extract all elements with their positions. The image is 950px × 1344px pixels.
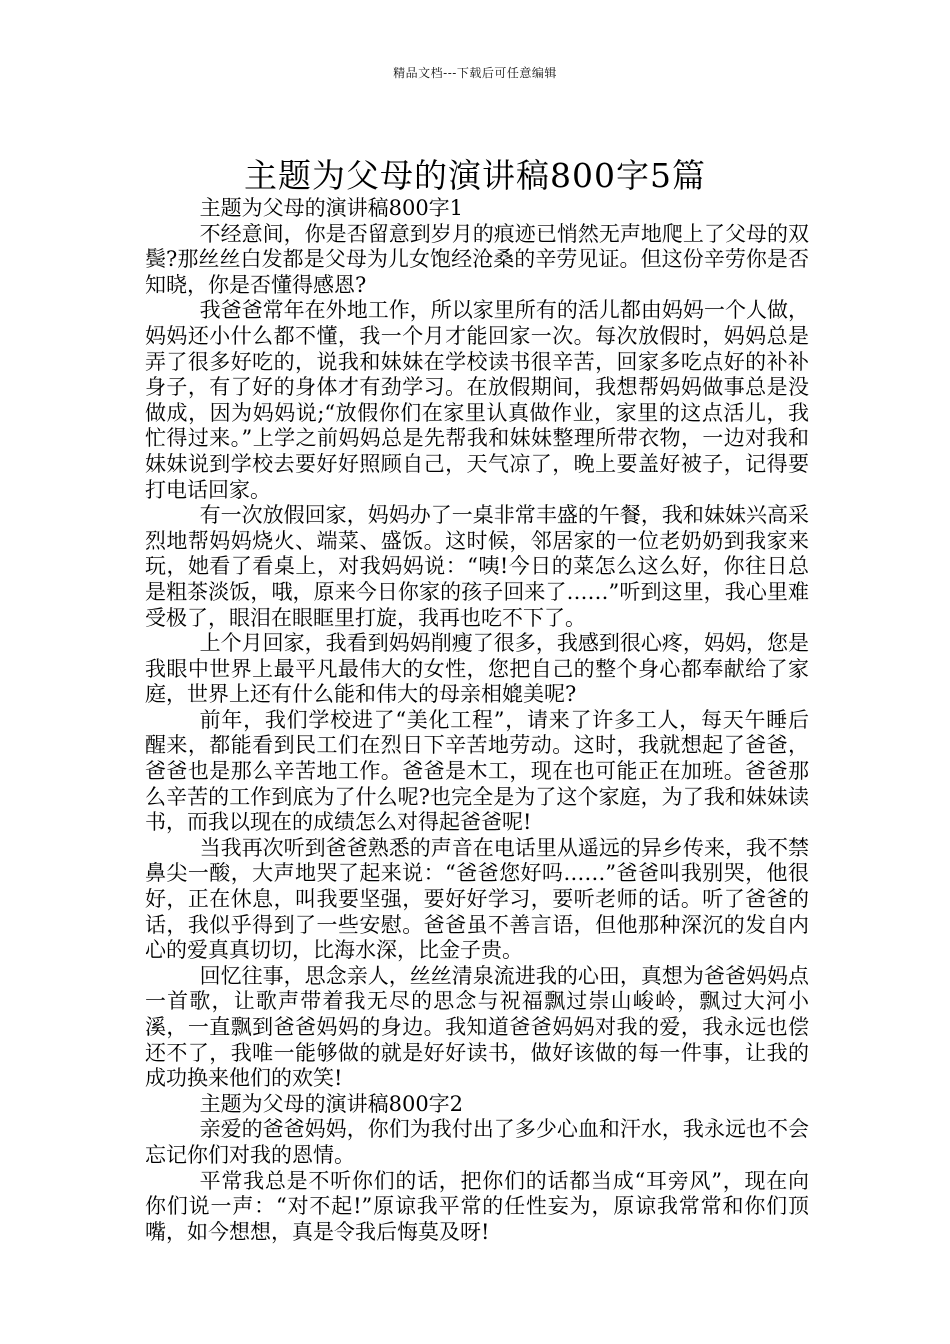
paragraph: 平常我总是不听你们的话，把你们的话都当成“耳旁风”，现在向你们说一声：“对不起!”原谅我平常的任性妄为，原谅我常常和你们顶嘴，如今想想，真是令我后悔莫及呀! [145,1168,809,1244]
section-heading-1: 主题为父母的演讲稿800字1 [199,196,464,220]
paragraph: 我爸爸常年在外地工作，所以家里所有的活儿都由妈妈一个人做，妈妈还小什么都不懂，我一个月才能回家一次。每次放假时，妈妈总是弄了很多好吃的，说我和妹妹在学校读书很辛苦，回家多吃点好的补补身子，有了好的身体才有劲学习。在放假期间，我想帮妈妈做事总是没做成，因为妈妈说;“放假你们在家里认真做作业，家里的这点活儿，我忙得过来。”上学之前妈妈总是先帮我和妹妹整理所带衣物，一边对我和妹妹说到学校去要好好照顾自己，天气凉了，晚上要盖好被子，记得要打电话回家。 [145,298,809,502]
paragraph: 上个月回家，我看到妈妈削瘦了很多，我感到很心疼，妈妈，您是我眼中世界上最平凡最伟大的女性，您把自己的整个身心都奉献给了家庭，世界上还有什么能和伟大的母亲相媲美呢? [145,631,809,707]
header-note: 精品文档---下载后可任意编辑 [393,66,557,80]
document-title: 主题为父母的演讲稿800字5篇 [244,156,706,196]
paragraph: 当我再次听到爸爸熟悉的声音在电话里从遥远的异乡传来，我不禁鼻尖一酸，大声地哭了起来说：“爸爸您好吗……”爸爸叫我别哭，他很好，正在休息，叫我要坚强，要好好学习，要听老师的话。听了爸爸的话，我似乎得到了一些安慰。爸爸虽不善言语，但他那种深沉的发自内心的爱真真切切，比海水深，比金子贵。 [145,835,809,963]
paragraph: 前年，我们学校进了“美化工程”，请来了许多工人，每天午睡后醒来，都能看到民工们在烈日下辛苦地劳动。这时，我就想起了爸爸，爸爸也是那么辛苦地工作。爸爸是木工，现在也可能正在加班。爸爸那么辛苦的工作到底为了什么呢?也完全是为了这个家庭，为了我和妹妹读书，而我以现在的成绩怎么对得起爸爸呢! [145,707,809,835]
document-body [145,196,809,1245]
paragraph: 回忆往事，思念亲人，丝丝清泉流进我的心田，真想为爸爸妈妈点一首歌，让歌声带着我无尽的思念与祝福飘过崇山峻岭，飘过大河小溪，一直飘到爸爸妈妈的身边。我知道爸爸妈妈对我的爱，我永远也偿还不了，我唯一能够做的就是好好读书，做好该做的每一件事，让我的成功换来他们的欢笑! [145,963,809,1091]
paragraph: 亲爱的爸爸妈妈，你们为我付出了多少心血和汗水，我永远也不会忘记你们对我的恩情。 [145,1117,809,1167]
section-heading-2: 主题为父母的演讲稿800字2 [199,1091,464,1116]
paragraph: 有一次放假回家，妈妈办了一桌非常丰盛的午餐，我和妹妹兴高采烈地帮妈妈烧火、端菜、盛饭。这时候，邻居家的一位老奶奶到我家来玩，她看了看桌上，对我妈妈说：“咦!今日的菜怎么这么好，你往日总是粗茶淡饭，哦，原来今日你家的孩子回来了……”听到这里，我心里难受极了，眼泪在眼眶里打旋，我再也吃不下了。 [145,503,809,630]
paragraph: 不经意间，你是否留意到岁月的痕迹已悄然无声地爬上了父母的双鬓?那丝丝白发都是父母为儿女饱经沧桑的辛劳见证。但这份辛劳你是否知晓，你是否懂得感恩? [145,221,809,297]
